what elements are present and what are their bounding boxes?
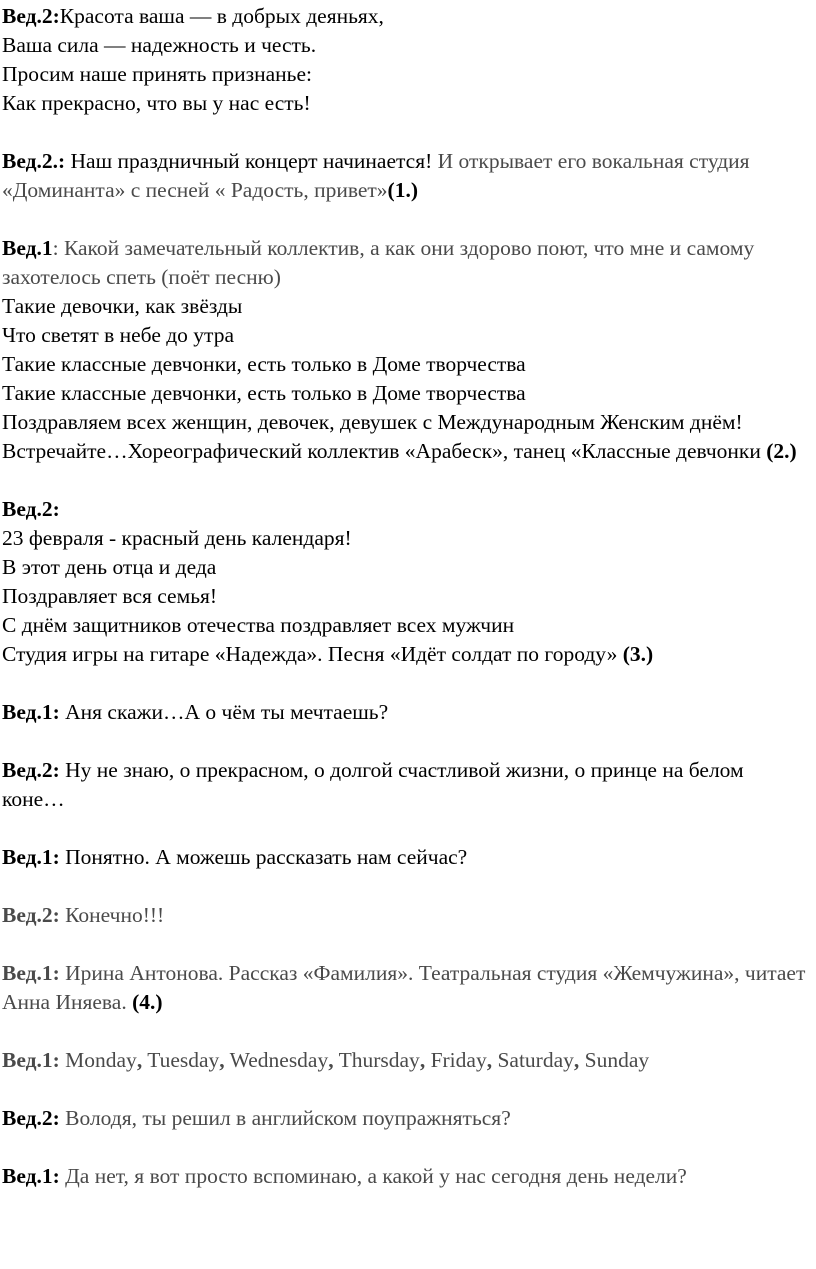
- text-part: Ну не знаю, о прекрасном, о долгой счастливой жизни, о принце на белом коне…: [2, 758, 744, 811]
- speaker-label: Вед.1:: [2, 700, 60, 724]
- day-name: Tuesday: [147, 1048, 220, 1072]
- day-name: Friday: [430, 1048, 487, 1072]
- speaker-label: Вед.2:: [2, 758, 60, 782]
- song-line: Что светят в небе до утра: [2, 323, 235, 347]
- text-part: Ирина Антонова. Рассказ «Фамилия». Театральная студия «Жемчужина», читает Анна Иняева.: [2, 961, 806, 1014]
- paragraph: [2, 901, 808, 930]
- comma: ,: [328, 1048, 334, 1072]
- dialogue-line: [2, 843, 808, 872]
- poem-line: 23 февраля - красный день календаря!: [2, 526, 352, 550]
- paragraph: [2, 1046, 808, 1075]
- paragraph: [2, 959, 808, 1017]
- text-part: И открывает его вокальная студия «Доминанта» с песней « Радость, привет»: [2, 149, 750, 202]
- dialogue-line: [2, 901, 808, 930]
- paragraph: [2, 147, 808, 205]
- speaker-label: Вед.2:: [2, 497, 60, 521]
- speaker-label: Вед.1:: [2, 961, 60, 985]
- day-name: Monday: [65, 1048, 137, 1072]
- dialogue-line: [2, 698, 808, 727]
- number-label: (3.): [622, 642, 654, 666]
- text-part: Понятно. А можешь рассказать нам сейчас?: [59, 845, 468, 869]
- dialogue-line: [2, 1162, 808, 1191]
- paragraph: [2, 843, 808, 872]
- paragraph: [2, 1162, 808, 1191]
- comma: ,: [136, 1048, 143, 1072]
- dialogue-line: [2, 959, 808, 1017]
- speaker-label: Вед.2:: [2, 1106, 60, 1130]
- line-text: Красота ваша — в добрых деяньях,: [59, 4, 384, 28]
- speaker-label: Вед.1:: [2, 1164, 60, 1188]
- text-part: : Какой замечательный коллектив, а как они здорово поют, что мне и самому захотелось спеть (поёт песню): [2, 236, 755, 289]
- congrats-line: Поздравляем всех женщин, девочек, девушек с Международным Женским днём!: [2, 410, 743, 434]
- comma: ,: [419, 1048, 426, 1072]
- poem-line: С днём защитников отечества поздравляет всех мужчин: [2, 613, 515, 637]
- paragraph: [2, 698, 808, 727]
- poem-block-1: [2, 2, 808, 118]
- speaker-label: Вед.1:: [2, 1048, 60, 1072]
- day-name: Wednesday: [229, 1048, 329, 1072]
- paragraph: [2, 1104, 808, 1133]
- speaker-label: Вед.2:: [2, 4, 60, 28]
- weekdays-line: [2, 1046, 808, 1075]
- concert-start-block: [2, 147, 808, 205]
- text-part: Аня скажи…А о чём ты мечтаешь?: [59, 700, 389, 724]
- text-part: Наш праздничный концерт начинается!: [65, 149, 438, 173]
- song-block: [2, 234, 808, 466]
- speaker-label: Вед.2.:: [2, 149, 66, 173]
- number-label: (1.): [387, 178, 418, 202]
- comma: ,: [573, 1048, 580, 1072]
- poem-line: Ваша сила — надежность и честь.: [2, 33, 317, 57]
- poem-line: В этот день отца и деда: [2, 555, 217, 579]
- day-name: Sunday: [584, 1048, 650, 1072]
- speaker-label: Вед.1:: [2, 845, 60, 869]
- paragraph: [2, 640, 808, 669]
- day-name: Saturday: [497, 1048, 574, 1072]
- poem-line: Как прекрасно, что вы у нас есть!: [2, 91, 311, 115]
- comma: ,: [219, 1048, 225, 1072]
- poem-line: Поздравляет вся семья!: [2, 584, 218, 608]
- paragraph: [2, 756, 808, 814]
- speaker-label: Вед.1: [2, 236, 53, 260]
- day-name: Thursday: [338, 1048, 420, 1072]
- song-line: Такие классные девчонки, есть только в Доме творчества: [2, 381, 526, 405]
- text-part: Володя, ты решил в английском поупражняться?: [59, 1106, 511, 1130]
- number-label: (4.): [132, 990, 163, 1014]
- text-part: Конечно!!!: [59, 903, 165, 927]
- comma: ,: [486, 1048, 493, 1072]
- song-line: Такие классные девчонки, есть только в Доме творчества: [2, 352, 526, 376]
- text-part: Да нет, я вот просто вспоминаю, а какой у нас сегодня день недели?: [59, 1164, 687, 1188]
- paragraph: [2, 234, 808, 292]
- text-part: Студия игры на гитаре «Надежда». Песня «Идёт солдат по городу»: [2, 642, 623, 666]
- song-line: Такие девочки, как звёзды: [2, 294, 243, 318]
- speaker-label: Вед.2:: [2, 903, 60, 927]
- text-part: Встречайте…Хореографический коллектив «Арабеск», танец «Классные девчонки: [2, 439, 767, 463]
- poem-line: [2, 2, 808, 31]
- dialogue-line: [2, 1104, 808, 1133]
- poem-line: Просим наше принять признанье:: [2, 62, 312, 86]
- number-label: (2.): [766, 439, 797, 463]
- february-block: [2, 495, 808, 669]
- dialogue-line: [2, 756, 808, 814]
- paragraph: [2, 437, 808, 466]
